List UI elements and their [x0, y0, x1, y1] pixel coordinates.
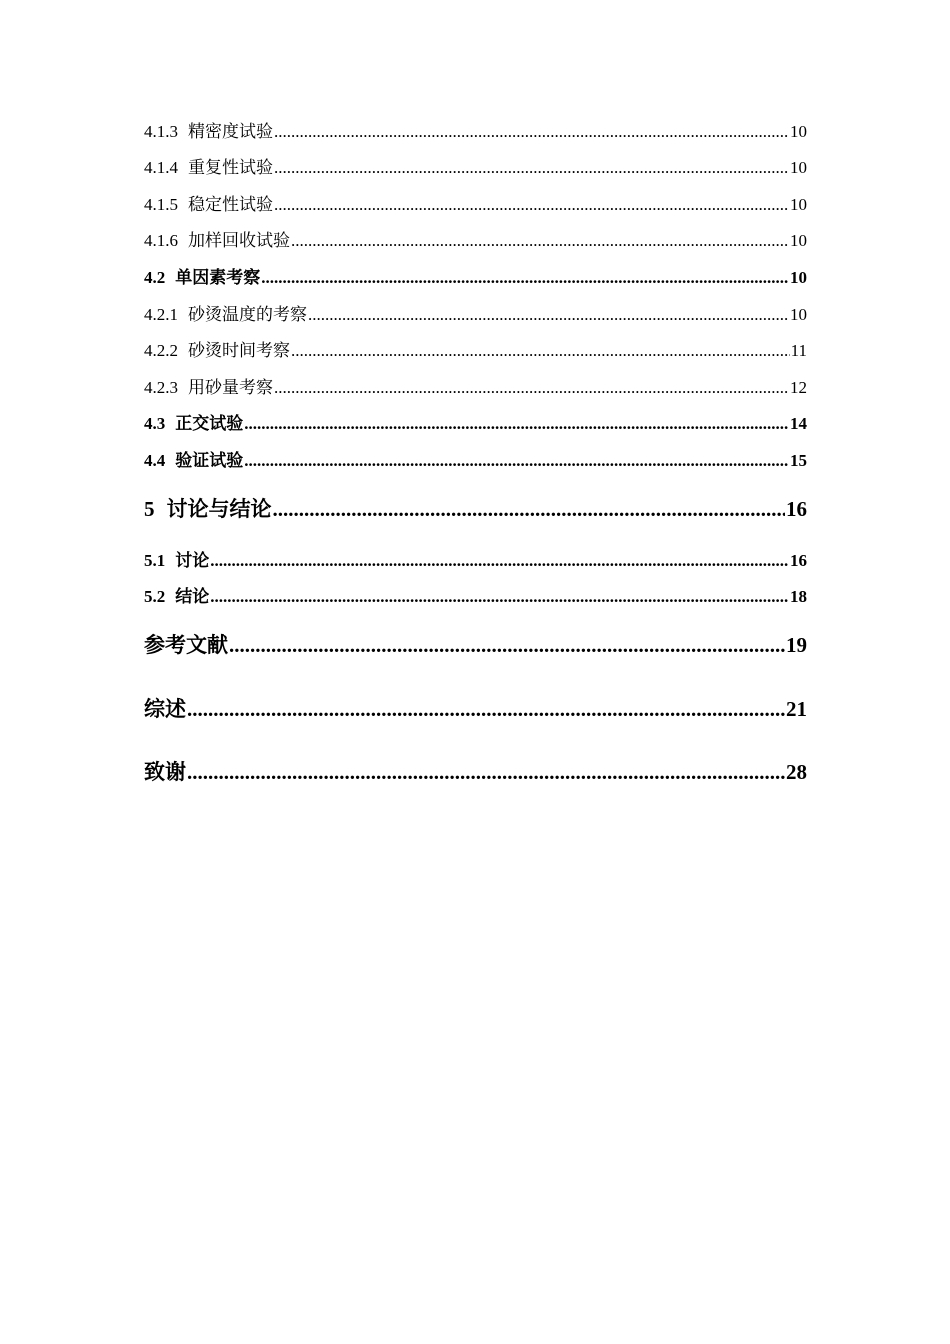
dot-leader: [291, 341, 790, 361]
toc-entry[interactable]: [144, 153, 807, 178]
toc-entry-number: 4.4: [144, 451, 166, 470]
toc-entry-number: 4.1.5: [144, 195, 178, 214]
dot-leader: [187, 760, 785, 785]
toc-entry[interactable]: [144, 546, 807, 571]
toc-entry-page: 16: [786, 497, 807, 521]
toc-entry[interactable]: [144, 693, 807, 723]
toc-entry-page: 10: [790, 268, 807, 287]
dot-leader: [291, 231, 789, 251]
toc-entry-number: 5: [144, 497, 155, 521]
toc-entry-number: 4.1.4: [144, 158, 178, 177]
dot-leader: [261, 268, 789, 288]
toc-entry[interactable]: [144, 756, 807, 786]
toc-entry-title: 致谢: [144, 760, 186, 784]
dot-leader: [274, 158, 789, 178]
toc-entry-page: 14: [790, 414, 807, 433]
toc-entry[interactable]: [144, 336, 807, 361]
toc-entry-page: 10: [790, 305, 807, 324]
toc-entry-page: 16: [790, 551, 807, 570]
toc-entry-number: 4.2.2: [144, 341, 178, 360]
toc-entry-title: 参考文献: [144, 633, 228, 657]
dot-leader: [244, 451, 789, 471]
toc-entry[interactable]: [144, 226, 807, 251]
dot-leader: [187, 697, 785, 722]
dot-leader: [274, 195, 789, 215]
toc-entry-page: 10: [790, 158, 807, 177]
toc-entry-title: 砂烫温度的考察: [188, 305, 307, 324]
toc-entry[interactable]: [144, 493, 807, 523]
toc-entry[interactable]: [144, 263, 807, 288]
dot-leader: [273, 497, 786, 522]
toc-entry-title: 正交试验: [175, 414, 244, 433]
toc-entry[interactable]: [144, 373, 807, 398]
toc-entry[interactable]: [144, 300, 807, 325]
toc-entry-page: 10: [790, 122, 807, 141]
toc-entry-title: 用砂量考察: [188, 378, 273, 397]
toc-entry-title: 结论: [175, 587, 210, 606]
toc-entry-page: 10: [790, 195, 807, 214]
toc-entry-title: 精密度试验: [188, 122, 273, 141]
dot-leader: [274, 122, 789, 142]
toc-entry-page: 19: [786, 633, 807, 657]
toc-entry[interactable]: [144, 190, 807, 215]
toc-entry-title: 讨论与结论: [166, 497, 272, 521]
toc-entry-page: 11: [790, 341, 807, 360]
toc-entry-number: 4.2.1: [144, 305, 178, 324]
toc-entry-title: 单因素考察: [175, 268, 261, 287]
toc-entry-title: 综述: [144, 697, 186, 721]
toc-entry[interactable]: [144, 629, 807, 659]
toc-entry-number: 4.1.3: [144, 122, 178, 141]
dot-leader: [210, 587, 789, 607]
toc-entry-page: 12: [790, 378, 807, 397]
toc-entry-title: 重复性试验: [188, 158, 273, 177]
toc-entry-number: 4.2.3: [144, 378, 178, 397]
toc-entry[interactable]: [144, 409, 807, 434]
toc-entry-number: 5.1: [144, 551, 166, 570]
toc-entry-page: 18: [790, 587, 807, 606]
toc-entry-page: 10: [790, 231, 807, 250]
toc-entry-title: 砂烫时间考察: [188, 341, 290, 360]
toc-entry-title: 加样回收试验: [188, 231, 290, 250]
toc-entry-number: 4.1.6: [144, 231, 178, 250]
toc-entry-title: 验证试验: [175, 451, 244, 470]
dot-leader: [210, 551, 789, 571]
toc-entry-number: 4.3: [144, 414, 166, 433]
dot-leader: [308, 305, 789, 325]
dot-leader: [274, 378, 789, 398]
toc-entry-page: 21: [786, 697, 807, 721]
toc-entry-title: 稳定性试验: [188, 195, 273, 214]
toc-entry-page: 28: [786, 760, 807, 784]
toc-entry[interactable]: [144, 446, 807, 471]
dot-leader: [229, 633, 785, 658]
toc-entry-number: 5.2: [144, 587, 166, 606]
toc-entry[interactable]: [144, 582, 807, 607]
toc-entry-page: 15: [790, 451, 807, 470]
toc-entry[interactable]: [144, 117, 807, 142]
toc-entry-title: 讨论: [175, 551, 210, 570]
toc-entry-number: 4.2: [144, 268, 166, 287]
dot-leader: [244, 414, 789, 434]
